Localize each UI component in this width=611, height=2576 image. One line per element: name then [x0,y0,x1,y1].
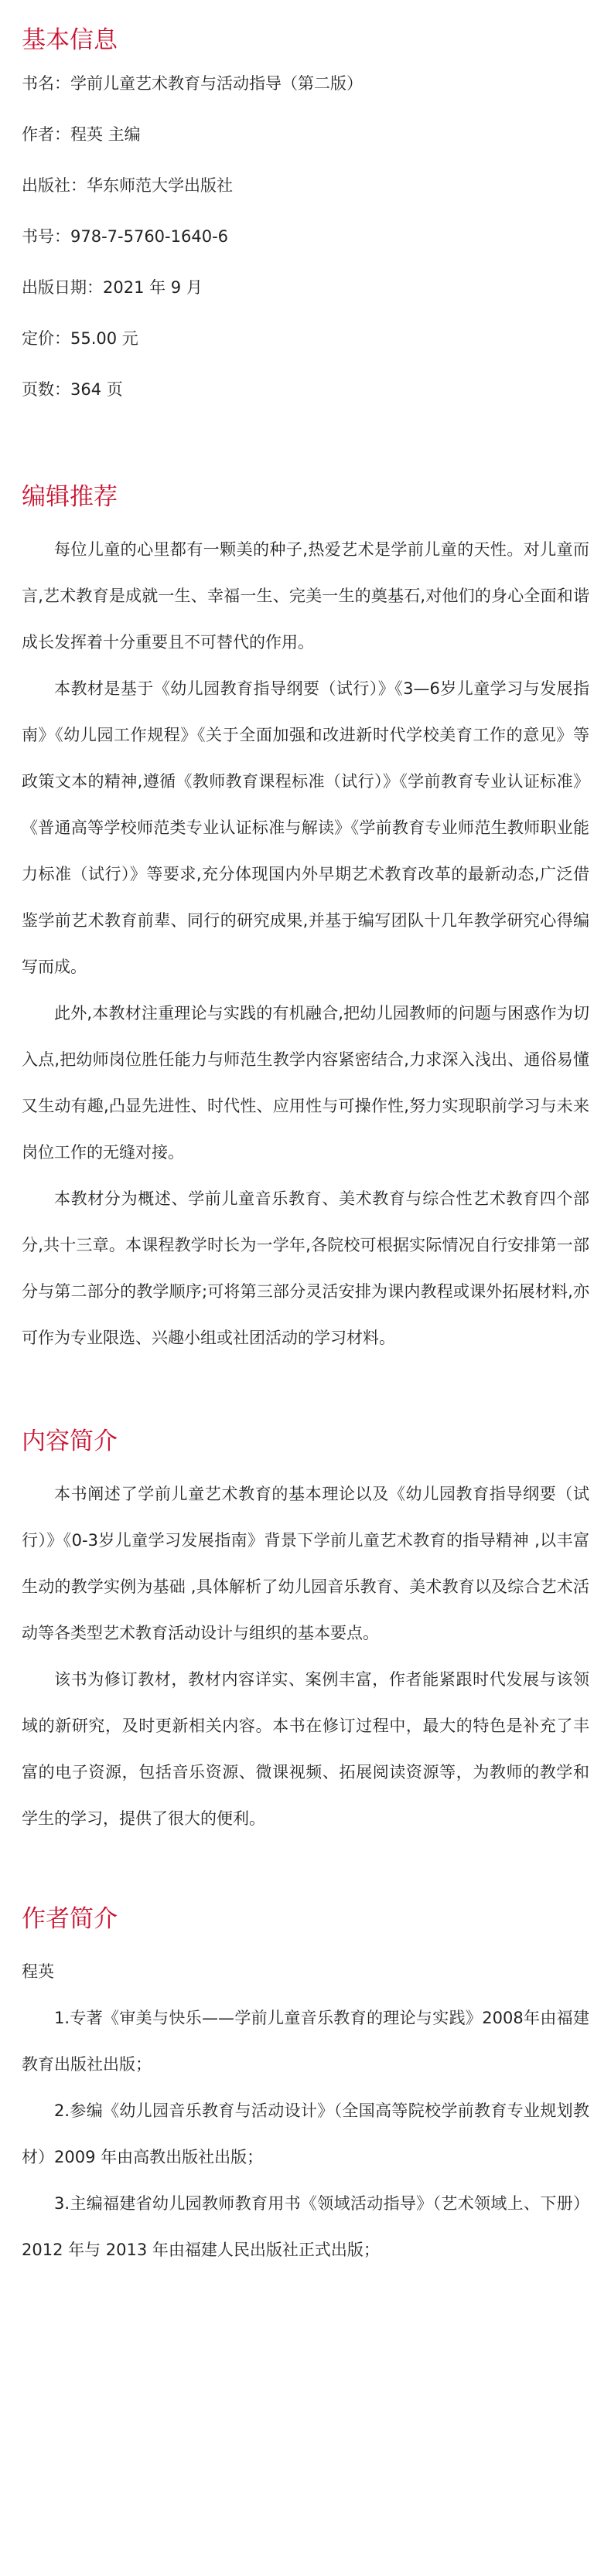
author-intro-title: 作者简介 [22,1905,118,1933]
publisher-row: 出版社：华东师范大学出版社 [22,176,233,195]
basic-info-title: 基本信息 [22,26,118,54]
author-name: 程英 [22,1962,54,1981]
author-work-item: 2.参编《幼儿园音乐教育与活动设计》（全国高等院校学前教育专业规划教材）2009 年由高教出版社出版； [22,2101,589,2166]
editor-recommend-section [22,480,589,1361]
author-intro-body [22,1948,589,2273]
basic-info-section [22,23,589,401]
recommend-paragraph: 本教材分为概述、学前儿童音乐教育、美术教育与综合性艺术教育四个部分,共十三章。本课程教学时长为一学年,各院校可根据实际情况自行安排第一部分与第二部分的教学顺序;可将第三部分灵活安排为课内教程或课外拓展材料,亦可作为专业限选、兴趣小组或社团活动的学习材料。 [22,1189,589,1347]
book-name-row: 书名：学前儿童艺术教育与活动指导（第二版） [22,74,363,93]
price-row: 定价：55.00 元 [22,329,138,348]
editor-recommend-title: 编辑推荐 [22,483,118,511]
author-intro-section [22,1902,589,2273]
editor-recommend-body [22,526,589,1361]
pages-row: 页数：364 页 [22,380,123,399]
content-summary-section [22,1424,589,1842]
basic-info-list [22,73,589,401]
author-work-item: 1.专著《审美与快乐——学前儿童音乐教育的理论与实践》2008年由福建教育出版社出版； [22,2009,589,2074]
summary-paragraph: 本书阐述了学前儿童艺术教育的基本理论以及《幼儿园教育指导纲要（试行）》《0-3岁儿童学习发展指南》背景下学前儿童艺术教育的指导精神 ,以丰富生动的教学实例为基础 ,具体解析了幼儿园音乐教育、美术教育以及综合艺术活动等各类型艺术教育活动设计与组织的基本要点。 [22,1485,589,1642]
recommend-paragraph: 此外,本教材注重理论与实践的有机融合,把幼儿园教师的问题与困惑作为切入点,把幼师岗位胜任能力与师范生教学内容紧密结合,力求深入浅出、通俗易懂又生动有趣,凸显先进性、时代性、应用性与可操作性,努力实现职前学习与未来岗位工作的无缝对接。 [22,1004,589,1162]
recommend-paragraph: 本教材是基于《幼儿园教育指导纲要（试行）》《3—6岁儿童学习与发展指南》《幼儿园工作规程》《关于全面加强和改进新时代学校美育工作的意见》等政策文本的精神,遵循《教师教育课程标准（试行）》《学前教育专业认证标准》《普通高等学校师范类专业认证标准与解读》《学前教育专业师范生教师职业能力标准（试行）》等要求,充分体现国内外早期艺术教育改革的最新动态,广泛借鉴学前艺术教育前辈、同行的研究成果,并基于编写团队十几年教学研究心得编写而成。 [22,679,589,976]
content-summary-title: 内容简介 [22,1428,118,1455]
recommend-paragraph: 每位儿童的心里都有一颗美的种子,热爱艺术是学前儿童的天性。对儿童而言,艺术教育是成就一生、幸福一生、完美一生的奠基石,对他们的身心全面和谐成长发挥着十分重要且不可替代的作用。 [22,540,589,652]
pub-date-row: 出版日期：2021 年 9 月 [22,278,203,297]
content-summary-body [22,1471,589,1842]
author-work-item: 3.主编福建省幼儿园教师教育用书《领域活动指导》（艺术领域上、下册）2012 年与 2013 年由福建人民出版社正式出版； [22,2194,589,2259]
author-row: 作者：程英 主编 [22,125,141,144]
isbn-row: 书号：978-7-5760-1640-6 [22,227,229,246]
summary-paragraph: 该书为修订教材，教材内容详实、案例丰富，作者能紧跟时代发展与该领域的新研究，及时更新相关内容。本书在修订过程中，最大的特色是补充了丰富的电子资源，包括音乐资源、微课视频、拓展阅读资源等，为教师的教学和学生的学习，提供了很大的便利。 [22,1670,589,1828]
